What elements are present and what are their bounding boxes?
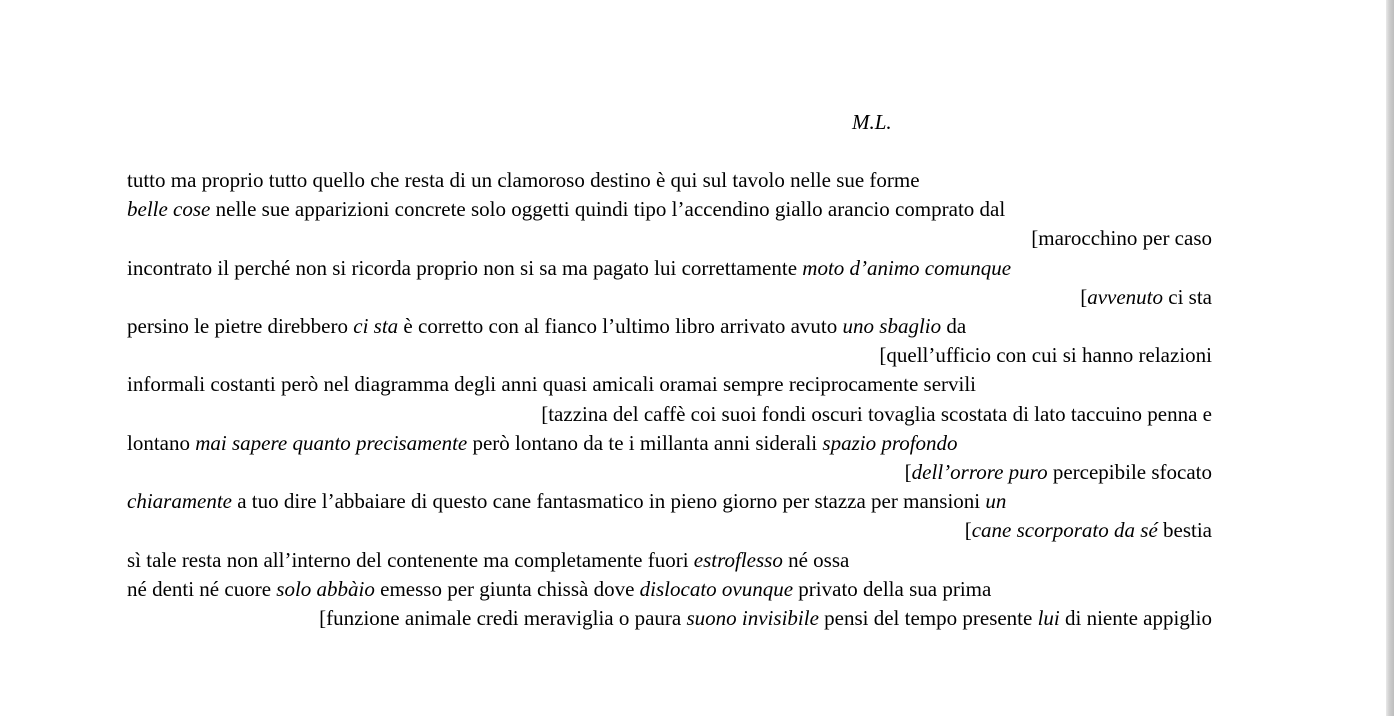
italic-phrase: solo abbàio [276, 577, 375, 601]
text-segment: incontrato il perché non si ricorda proprio non si sa ma pagato lui correttamente [127, 256, 803, 280]
page-edge-shadow [1386, 0, 1394, 716]
text-segment: da [941, 314, 967, 338]
text-segment: tutto ma proprio tutto quello che resta di un clamoroso destino è qui sul tavolo nelle sue forme [127, 168, 920, 192]
text-segment: informali costanti però nel diagramma degli anni quasi amicali oramai sempre reciprocamente servili [127, 372, 977, 396]
poem-line-continuation [1080, 284, 1212, 310]
text-segment: emesso per giunta chissà dove [374, 577, 640, 601]
text-segment: ci sta [1163, 285, 1212, 309]
text-segment: persino le pietre direbbero [127, 314, 354, 338]
italic-phrase: cane scorporato da sé [971, 518, 1158, 542]
text-segment: né denti né cuore [127, 577, 277, 601]
text-segment: [marocchino per caso [1031, 226, 1212, 250]
poem-line [127, 576, 991, 602]
poem-line-continuation [319, 605, 1212, 631]
text-segment: né ossa [782, 548, 850, 572]
italic-phrase: dislocato ovunque [639, 577, 794, 601]
poem-line-continuation [1031, 225, 1212, 251]
text-segment: pensi del tempo presente [818, 606, 1038, 630]
italic-phrase: dell’orrore puro [911, 460, 1048, 484]
poem-line-continuation [541, 401, 1212, 427]
italic-phrase: un [985, 489, 1007, 513]
italic-phrase: uno sbaglio [842, 314, 942, 338]
poem-line [127, 371, 976, 397]
text-segment: però lontano da te i millanta anni siderali [467, 431, 823, 455]
poem-line-continuation [965, 517, 1212, 543]
italic-phrase: mai sapere quanto precisamente [195, 431, 468, 455]
poem-line [127, 430, 958, 456]
text-segment: è corretto con al fianco l’ultimo libro arrivato avuto [398, 314, 843, 338]
text-segment: [quell’ufficio con cui si hanno relazioni [879, 343, 1212, 367]
italic-phrase: moto d’animo comunque [802, 256, 1012, 280]
text-segment: di niente appiglio [1059, 606, 1212, 630]
italic-phrase: avvenuto [1087, 285, 1164, 309]
text-segment: lontano [127, 431, 196, 455]
italic-phrase: chiaramente [127, 489, 232, 513]
poem-line [127, 547, 849, 573]
text-segment: privato della sua prima [793, 577, 992, 601]
italic-phrase: ci sta [353, 314, 399, 338]
poem-line [127, 196, 1005, 222]
italic-phrase: lui [1037, 606, 1060, 630]
text-segment: percepibile sfocato [1047, 460, 1212, 484]
text-segment: [ [964, 518, 972, 542]
text-segment: [ [904, 460, 912, 484]
poem-line [127, 255, 1011, 281]
text-segment: sì tale resta non all’interno del contenente ma completamente fuori [127, 548, 694, 572]
author-initials: M.L. [852, 110, 892, 134]
poem-line [127, 488, 1006, 514]
italic-phrase: spazio profondo [822, 431, 958, 455]
italic-phrase: estroflesso [693, 548, 783, 572]
italic-phrase: suono invisibile [686, 606, 819, 630]
text-segment: a tuo dire l’abbaiare di questo cane fantasmatico in pieno giorno per stazza per mansioni [231, 489, 986, 513]
poem-line [127, 313, 966, 339]
text-segment: [tazzina del caffè coi suoi fondi oscuri tovaglia scostata di lato taccuino penna e [541, 402, 1212, 426]
text-segment: bestia [1157, 518, 1212, 542]
text-segment: [ [1080, 285, 1088, 309]
poem-line-continuation [905, 459, 1212, 485]
text-segment: [funzione animale credi meraviglia o paura [319, 606, 687, 630]
text-segment: nelle sue apparizioni concrete solo oggetti quindi tipo l’accendino giallo arancio comprato dal [210, 197, 1006, 221]
italic-phrase: belle cose [127, 197, 211, 221]
poem-line [127, 167, 920, 193]
poem-line-continuation [879, 342, 1212, 368]
